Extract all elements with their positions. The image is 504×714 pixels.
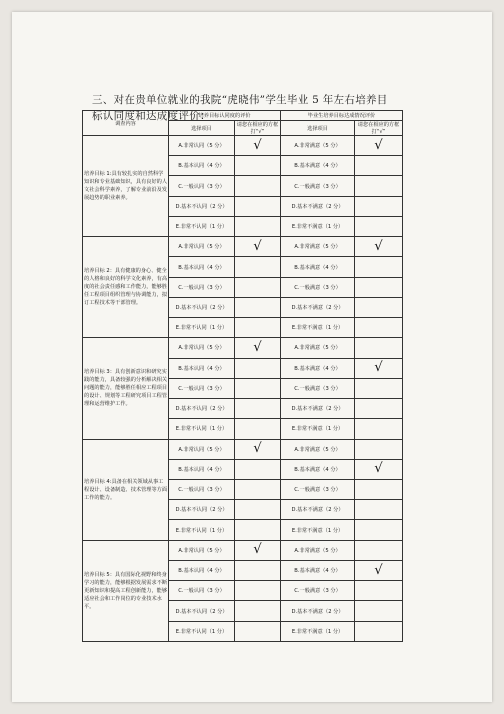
- recognition-option: D.基本不认同（2 分）: [169, 297, 235, 317]
- achievement-option: A.非常满意（5 分）: [281, 237, 355, 257]
- achievement-check-box[interactable]: √: [355, 459, 403, 479]
- recognition-option: A.非常认同（5 分）: [169, 338, 235, 358]
- recognition-check-box[interactable]: [235, 560, 281, 580]
- table-row: [83, 237, 403, 257]
- recognition-check-box[interactable]: √: [235, 136, 281, 156]
- achievement-check-box[interactable]: [355, 216, 403, 236]
- recognition-option: B.基本认同（4 分）: [169, 459, 235, 479]
- achievement-check-box[interactable]: [355, 338, 403, 358]
- recognition-option: D.基本不认同（2 分）: [169, 196, 235, 216]
- achievement-check-box[interactable]: [355, 439, 403, 459]
- achievement-check-box[interactable]: √: [355, 560, 403, 580]
- achievement-option: B.基本满意（4 分）: [281, 257, 355, 277]
- achievement-option: B.基本满意（4 分）: [281, 459, 355, 479]
- header-option-left: 选择项目: [169, 121, 235, 136]
- achievement-option: A.非常满意（5 分）: [281, 439, 355, 459]
- recognition-check-box[interactable]: [235, 297, 281, 317]
- recognition-option: B.基本认同（4 分）: [169, 257, 235, 277]
- recognition-option: E.非常不认同（1 分）: [169, 419, 235, 439]
- table-row: [83, 540, 403, 560]
- achievement-check-box[interactable]: [355, 277, 403, 297]
- recognition-option: C.一般认同（3 分）: [169, 378, 235, 398]
- achievement-option: A.非常满意（5 分）: [281, 540, 355, 560]
- recognition-option: E.非常不认同（1 分）: [169, 520, 235, 540]
- achievement-option: E.非常不满意（1 分）: [281, 216, 355, 236]
- recognition-option: E.非常不认同（1 分）: [169, 318, 235, 338]
- evaluation-table: [82, 110, 403, 642]
- recognition-check-box[interactable]: [235, 581, 281, 601]
- table-row: [83, 136, 403, 156]
- recognition-check-box[interactable]: [235, 318, 281, 338]
- recognition-option: E.非常不认同（1 分）: [169, 216, 235, 236]
- achievement-check-box[interactable]: [355, 581, 403, 601]
- recognition-check-box[interactable]: [235, 419, 281, 439]
- achievement-option: C.一般满意（3 分）: [281, 479, 355, 499]
- recognition-option: C.一般认同（3 分）: [169, 176, 235, 196]
- achievement-check-box[interactable]: [355, 378, 403, 398]
- recognition-option: E.非常不认同（1 分）: [169, 621, 235, 641]
- recognition-check-box[interactable]: [235, 176, 281, 196]
- achievement-check-box[interactable]: √: [355, 136, 403, 156]
- recognition-option: D.基本不认同（2 分）: [169, 399, 235, 419]
- achievement-check-box[interactable]: √: [355, 358, 403, 378]
- achievement-check-box[interactable]: [355, 196, 403, 216]
- achievement-option: C.一般满意（3 分）: [281, 378, 355, 398]
- achievement-check-box[interactable]: [355, 176, 403, 196]
- recognition-option: B.基本认同（4 分）: [169, 358, 235, 378]
- objective-cell: 培养目标 2：具有健康的身心、健全的人格和良好的科学文化素养，有高度的社会责任感和工作能力，能够胜任工程项目组织管理与协调能力，拟订工程技术等干部管理。: [83, 237, 169, 338]
- recognition-option: B.基本认同（4 分）: [169, 156, 235, 176]
- recognition-option: A.非常认同（5 分）: [169, 540, 235, 560]
- recognition-option: B.基本认同（4 分）: [169, 560, 235, 580]
- recognition-option: D.基本不认同（2 分）: [169, 601, 235, 621]
- achievement-option: C.一般满意（3 分）: [281, 176, 355, 196]
- achievement-check-box[interactable]: [355, 479, 403, 499]
- recognition-check-box[interactable]: [235, 358, 281, 378]
- achievement-check-box[interactable]: [355, 621, 403, 641]
- recognition-check-box[interactable]: [235, 216, 281, 236]
- achievement-check-box[interactable]: [355, 500, 403, 520]
- achievement-option: B.基本满意（4 分）: [281, 560, 355, 580]
- achievement-option: E.非常不满意（1 分）: [281, 318, 355, 338]
- header-achievement-group: 毕业生培养目标达成情况评价: [281, 111, 403, 121]
- achievement-check-box[interactable]: [355, 257, 403, 277]
- recognition-option: C.一般认同（3 分）: [169, 479, 235, 499]
- header-survey-content: 调查内容: [83, 111, 169, 136]
- achievement-check-box[interactable]: √: [355, 237, 403, 257]
- recognition-check-box[interactable]: [235, 277, 281, 297]
- objective-cell: 培养目标 1:具有较扎实的自然科学知识和专业基础知识，具有良好的人文社会科学素养，了解专业前沿及发展趋势的职业素养。: [83, 136, 169, 237]
- recognition-check-box[interactable]: [235, 257, 281, 277]
- recognition-check-box[interactable]: [235, 621, 281, 641]
- recognition-check-box[interactable]: √: [235, 338, 281, 358]
- recognition-option: C.一般认同（3 分）: [169, 581, 235, 601]
- recognition-option: D.基本不认同（2 分）: [169, 500, 235, 520]
- evaluation-table-body: [83, 136, 403, 642]
- achievement-option: A.非常满意（5 分）: [281, 136, 355, 156]
- achievement-check-box[interactable]: [355, 601, 403, 621]
- heading-line-2: 标认同度和达成度评价：: [92, 110, 211, 122]
- heading-line-1: 三、对在贵单位就业的我院“虎晓伟”学生毕业 5 年左右培养目: [92, 94, 388, 106]
- recognition-check-box[interactable]: [235, 156, 281, 176]
- header-check-right: 请您在相应的方框打“√”: [355, 121, 403, 136]
- table-row: [83, 439, 403, 459]
- achievement-option: D.基本不满意（2 分）: [281, 399, 355, 419]
- achievement-check-box[interactable]: [355, 540, 403, 560]
- recognition-option: C.一般认同（3 分）: [169, 277, 235, 297]
- achievement-option: E.非常不满意（1 分）: [281, 621, 355, 641]
- recognition-check-box[interactable]: [235, 196, 281, 216]
- recognition-option: A.非常认同（5 分）: [169, 439, 235, 459]
- achievement-option: D.基本不满意（2 分）: [281, 196, 355, 216]
- achievement-option: D.基本不满意（2 分）: [281, 500, 355, 520]
- achievement-option: E.非常不满意（1 分）: [281, 419, 355, 439]
- achievement-option: E.非常不满意（1 分）: [281, 520, 355, 540]
- achievement-option: A.非常满意（5 分）: [281, 338, 355, 358]
- recognition-check-box[interactable]: [235, 459, 281, 479]
- achievement-option: B.基本满意（4 分）: [281, 358, 355, 378]
- recognition-check-box[interactable]: [235, 520, 281, 540]
- recognition-option: A.非常认同（5 分）: [169, 136, 235, 156]
- achievement-check-box[interactable]: [355, 419, 403, 439]
- header-check-left: 请您在相应的方框打“√”: [235, 121, 281, 136]
- table-row: [83, 338, 403, 358]
- achievement-option: C.一般满意（3 分）: [281, 581, 355, 601]
- recognition-check-box[interactable]: [235, 399, 281, 419]
- achievement-check-box[interactable]: [355, 297, 403, 317]
- header-option-right: 选择项目: [281, 121, 355, 136]
- achievement-option: C.一般满意（3 分）: [281, 277, 355, 297]
- recognition-check-box[interactable]: [235, 500, 281, 520]
- recognition-check-box[interactable]: [235, 601, 281, 621]
- objective-cell: 培养目标 3：具有创新意识和研究实践的能力，具备较强的分析解决相关问题的能力，能够胜任相应工程项目的设计、规划等工程研究项目工程管理和运营维护工作。: [83, 338, 169, 439]
- achievement-option: D.基本不满意（2 分）: [281, 297, 355, 317]
- recognition-check-box[interactable]: √: [235, 439, 281, 459]
- achievement-check-box[interactable]: [355, 156, 403, 176]
- recognition-option: A.非常认同（5 分）: [169, 237, 235, 257]
- recognition-check-box[interactable]: √: [235, 237, 281, 257]
- achievement-check-box[interactable]: [355, 399, 403, 419]
- achievement-option: B.基本满意（4 分）: [281, 156, 355, 176]
- achievement-option: D.基本不满意（2 分）: [281, 601, 355, 621]
- recognition-check-box[interactable]: [235, 479, 281, 499]
- achievement-check-box[interactable]: [355, 318, 403, 338]
- achievement-check-box[interactable]: [355, 520, 403, 540]
- objective-cell: 培养目标 4:具备在相关领域从事工程设计、设备制造、技术管理等方面工作的能力。: [83, 439, 169, 540]
- recognition-check-box[interactable]: √: [235, 540, 281, 560]
- header-recognition-group: 培养目标认同度的评价: [169, 111, 281, 121]
- objective-cell: 培养目标 5：具有国际化视野和终身学习的能力，能够根据发展需求不断更新知识和提高工程创新能力，能够适应社会和工作岗位的专业技术水平。: [83, 540, 169, 641]
- recognition-check-box[interactable]: [235, 378, 281, 398]
